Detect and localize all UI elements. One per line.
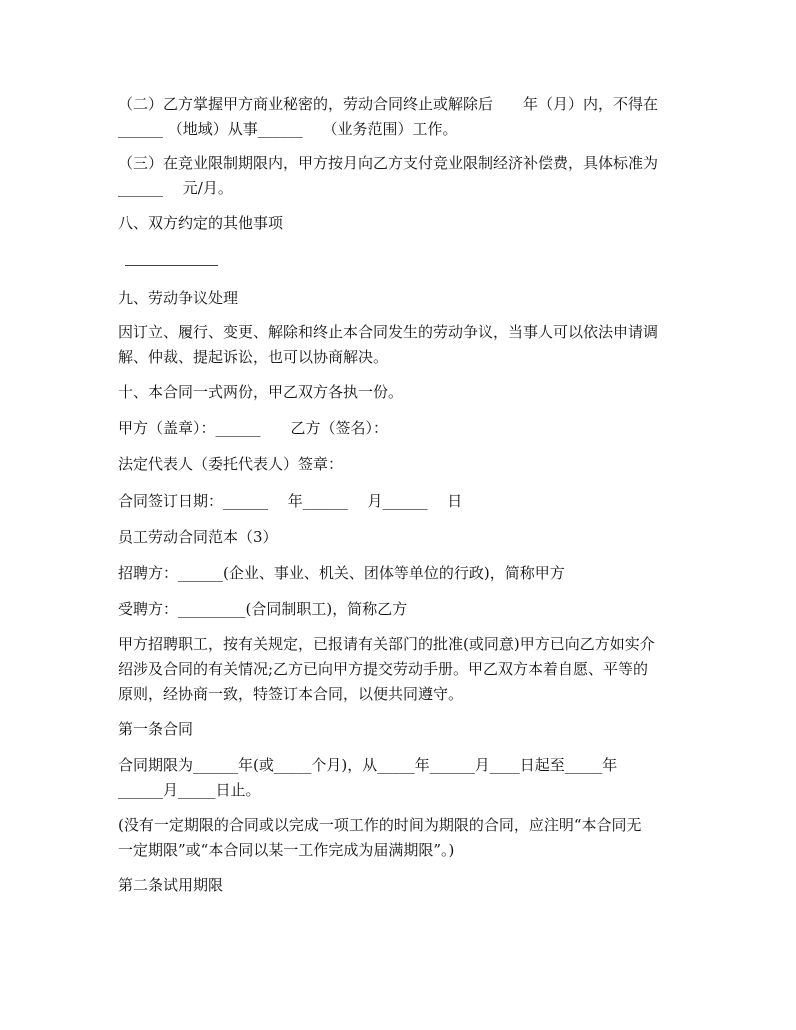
dispute-line-1: 因订立、履行、变更、解除和终止本合同发生的劳动争议，当事人可以依法申请调 [118, 323, 659, 341]
article-2-heading: 第二条试用期限 [118, 876, 224, 894]
preamble-line-1: 甲方招聘职工，按有关规定，已报请有关部门的批准(或同意)甲方已向乙方如实介 [118, 635, 655, 653]
article-1-heading: 第一条合同 [118, 720, 194, 738]
blank-fill-line [125, 265, 218, 266]
term-line-1: 合同期限为______年(或_____个月)，从_____年______月____日起至_____年 [118, 756, 618, 774]
sign-date-line: 合同签订日期：______ 年______ 月______ 日 [118, 492, 463, 510]
preamble-line-2: 绍涉及合同的有关情况;乙方已向甲方提交劳动手册。甲乙双方本着自愿、平等的 [118, 660, 649, 678]
term-line-2: ______月_____日止。 [118, 781, 261, 799]
dispute-line-2: 解、仲裁、提起诉讼，也可以协商解决。 [118, 348, 389, 366]
term-note-line-2: 一定期限”或“本合同以某一工作完成为届满期限”。) [118, 841, 455, 859]
legal-rep-line: 法定代表人（委托代表人）签章： [118, 455, 344, 473]
employer-line: 招聘方：______(企业、事业、机关、团体等单位的行政)，简称甲方 [118, 564, 565, 582]
term-note-line-1: (没有一定期限的合同或以完成一项工作的时间为期限的合同，应注明“本合同无 [118, 816, 642, 834]
section-9-heading: 九、劳动争议处理 [118, 289, 239, 307]
clause-2-line-1: （二）乙方掌握甲方商业秘密的，劳动合同终止或解除后 年（月）内，不得在 [118, 95, 659, 113]
signature-line: 甲方（盖章）：______ 乙方（签名）： [118, 419, 389, 437]
section-8-heading: 八、双方约定的其他事项 [118, 214, 284, 232]
clause-2-line-2: ______ （地域）从事______ （业务范围）工作。 [118, 120, 458, 138]
section-10-heading: 十、本合同一式两份，甲乙双方各执一份。 [118, 383, 404, 401]
template-title: 员工劳动合同范本（3） [118, 528, 278, 546]
employee-line: 受聘方：_________(合同制职工)，简称乙方 [118, 600, 408, 618]
clause-3-line-2: ______ 元/月。 [118, 179, 233, 197]
preamble-line-3: 原则，经协商一致，特签订本合同，以便共同遵守。 [118, 685, 464, 703]
clause-3-line-1: （三）在竞业限制期限内，甲方按月向乙方支付竞业限制经济补偿费，具体标准为 [118, 154, 659, 172]
